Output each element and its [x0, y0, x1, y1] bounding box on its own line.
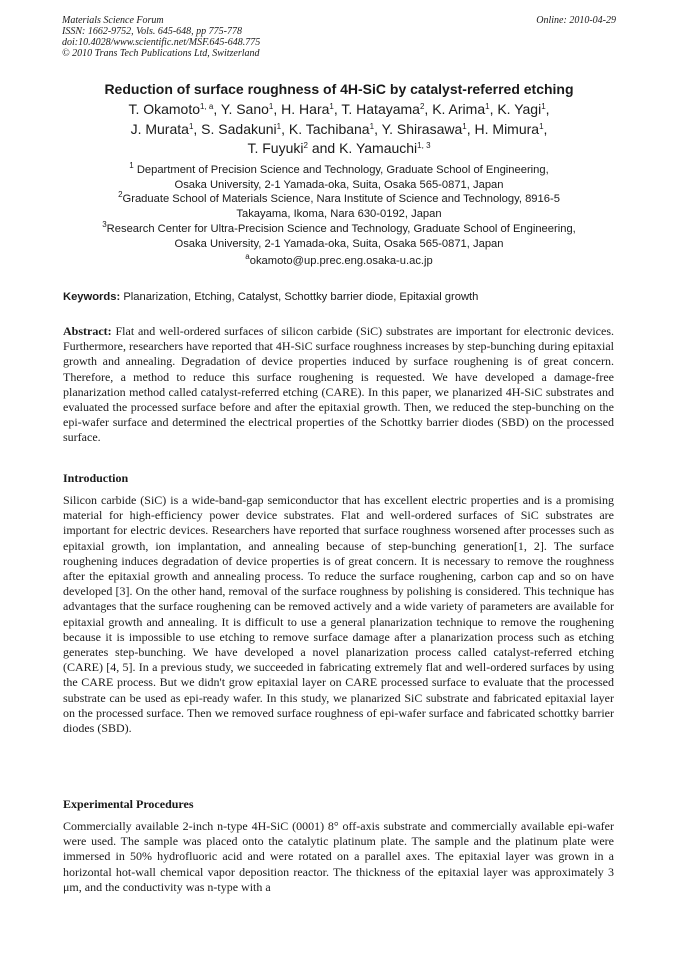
- author-separator: ,: [374, 120, 382, 137]
- paper-title: Reduction of surface roughness of 4H-SiC by catalyst-referred etching: [104, 81, 574, 97]
- author-separator: ,: [424, 101, 433, 117]
- author-affiliation-mark: 2: [303, 141, 308, 150]
- author-name: K. Yamauchi: [339, 140, 418, 156]
- author-name: H. Hara: [281, 101, 330, 117]
- author-separator: ,: [466, 120, 475, 137]
- keywords-label: Keywords:: [63, 291, 121, 303]
- affiliation-number: 1: [129, 161, 134, 170]
- author-name: T. Fuyuki: [247, 140, 304, 156]
- affiliation-text: Graduate School of Materials Science, Nara Institute of Science and Technology, 8916-5: [122, 193, 560, 206]
- author-affiliation-mark: 1, a: [200, 102, 214, 111]
- journal-header: [62, 15, 616, 59]
- contact-email: [40, 254, 638, 268]
- author-separator: ,: [193, 120, 202, 137]
- author-separator: ,: [281, 120, 289, 137]
- author-name: H. Mimura: [474, 120, 540, 137]
- author-affiliation-mark: 1: [485, 102, 490, 111]
- author-name: T. Hatayama: [341, 101, 420, 117]
- author-name: Y. Sano: [220, 101, 269, 117]
- author-affiliation-mark: 1: [188, 121, 194, 131]
- author-separator: ,: [543, 120, 548, 137]
- copyright-line: © 2010 Trans Tech Publications Ltd, Switzerland: [62, 48, 260, 59]
- experimental-heading: Experimental Procedures: [63, 797, 194, 811]
- author-separator: and: [307, 140, 340, 156]
- keywords: [63, 290, 623, 304]
- author-name: T. Okamoto: [128, 101, 201, 117]
- author-name: Y. Shirasawa: [381, 120, 463, 137]
- online-date: Online: 2010-04-29: [536, 15, 616, 26]
- introduction-heading: Introduction: [63, 471, 129, 485]
- author-affiliation-mark: 2: [419, 102, 425, 111]
- author-affiliation-mark: 1: [369, 121, 375, 131]
- affiliation-2: [40, 192, 638, 207]
- affiliation-3-cont: Osaka University, 2-1 Yamada-oka, Suita, Osaka 565-0871, Japan: [174, 237, 504, 250]
- affiliation-number: 2: [118, 190, 123, 200]
- email-mark: a: [245, 252, 250, 261]
- author-affiliation-mark: 1: [268, 102, 274, 111]
- author-list: [40, 100, 638, 159]
- author-separator: ,: [273, 101, 282, 117]
- affiliation-3: [40, 219, 638, 237]
- author-affiliation-mark: 1: [329, 102, 334, 111]
- experimental-text: Commercially available 2-inch n-type 4H-SiC (0001) 8° off-axis substrate and commercially available epi-wafer were used. The sample was placed onto the catalytic platinum plate. The sample and the platinum plate were immersed in 50% hydrofluoric acid and were rotated on a parallel axes. The epitaxial layer was grown in a horizontal hot-wall chemical vapor deposition reactor. The thickness of the epitaxial layer was approximately 3 μm, and the conductivity was n-type with a: [63, 819, 614, 894]
- affiliation-1-cont: Osaka University, 2-1 Yamada-oka, Suita, Osaka 565-0871, Japan: [174, 178, 504, 191]
- affiliation-2-cont: Takayama, Ikoma, Nara 630-0192, Japan: [236, 208, 442, 221]
- keywords-text: Planarization, Etching, Catalyst, Schottky barrier diode, Epitaxial growth: [123, 291, 479, 303]
- abstract: [63, 324, 614, 446]
- author-affiliation-mark: 1, 3: [417, 141, 431, 150]
- issn-line: ISSN: 1662-9752, Vols. 645-648, pp 775-778: [62, 26, 242, 37]
- affiliation-list: [40, 163, 638, 251]
- author-line-3: [40, 139, 638, 159]
- author-line-2: [40, 120, 638, 140]
- author-name: K. Tachibana: [288, 120, 370, 137]
- author-affiliation-mark: 1: [462, 121, 467, 131]
- introduction-text: Silicon carbide (SiC) is a wide-band-gap semiconductor that has excellent electric properties and is a promising material for high-efficiency power device substrates. Flat and well-ordered surfaces of SiC substrates are important for electric devices. Researchers have reported that surface roughness worsened after processes such as epitaxial growth, ion implantation, and annealing because of step-bunching generation[1, 2]. The surface roughening induces degradation of device properties is of great concern. It is necessary to remove the roughness after the epitaxial growth and annealing process. To reduce the surface roughening, carbon cap and so on have developed [3]. On the other hand, removal of the surface roughness by polishing is considered. This technique has advantages that the surface roughening can be removed actively and a wide variety of parameters are available for epitaxial growth and annealing. It is difficult to use a general planarization technique to remove the roughening because it is impossible to use etching to remove surface damage after a planarization process such as etching generates step-bunching. We have developed a novel planarization process called catalyst-referred etching (CARE) [4, 5]. In a previous study, we succeeded in fabricating extremely flat and well-ordered surfaces by using the CARE process. But we didn't grow epitaxial layer on CARE processed surface to evaluate that the processed substrate can be used as epi-ready wafer. In this study, we planarized SiC substrate and fabricated epitaxial layer on the processed surface. Then we removed surface roughness of epi-wafer surface and fabricated schottky barrier diodes (SBD).: [63, 493, 614, 736]
- author-separator: ,: [545, 101, 550, 117]
- author-name: J. Murata: [130, 120, 189, 137]
- author-name: S. Sadakuni: [201, 120, 277, 137]
- author-affiliation-mark: 1: [541, 102, 546, 111]
- author-separator: ,: [213, 101, 221, 117]
- abstract-text: Flat and well-ordered surfaces of silicon carbide (SiC) substrates are important for electronic devices. Furthermore, researchers have reported that 4H-SiC surface roughness increases by step-bunching during epitaxial growth and annealing. Degradation of device properties induced by surface roughening is of great concern. Therefore, a method to reduce this surface roughening is requested. We have developed a damage-free planarization method called catalyst-referred etching (CARE). In this paper, we planarized 4H-SiC substrates and evaluated the processed surface before and after the epitaxial growth. Then, we reduced the step-bunching on the epi-wafer surface and determined the electrical properties of the Schottky barrier diodes (SBD) on the processed surface.: [63, 324, 614, 445]
- author-name: K. Yagi: [497, 101, 542, 117]
- affiliation-text: Research Center for Ultra-Precision Science and Technology, Graduate School of Engineering,: [106, 222, 576, 235]
- abstract-label: Abstract:: [63, 324, 112, 338]
- author-affiliation-mark: 1: [539, 121, 544, 131]
- author-name: K. Arima: [432, 101, 486, 117]
- affiliation-text: Department of Precision Science and Technology, Graduate School of Engineering,: [136, 164, 549, 176]
- email-address: okamoto@up.prec.eng.osaka-u.ac.jp: [249, 255, 433, 267]
- author-line-1: [40, 100, 638, 120]
- affiliation-number: 3: [102, 219, 107, 229]
- doi-line: doi:10.4028/www.scientific.net/MSF.645-648.775: [62, 37, 261, 48]
- author-separator: ,: [333, 101, 342, 117]
- journal-name: Materials Science Forum: [62, 15, 164, 26]
- author-separator: ,: [489, 101, 498, 117]
- affiliation-1: [40, 163, 638, 178]
- author-affiliation-mark: 1: [276, 121, 282, 131]
